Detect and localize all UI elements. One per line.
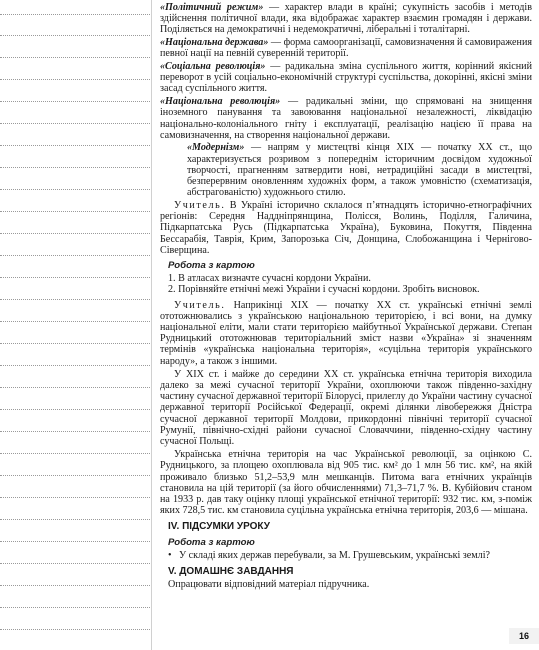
paragraph-area-estimates: Українська етнічна територія на час Української революції, за оцінкою С. Рудницького, за площею охоплювала від 905 тис. км² до 1 млн 56 тис. км², на якій проживало близько 51,2–53,9 млн мешканців. Питома вага етнічних українців становила на цій території (за його обчисленнями) 71,3–71,7 %. В. Кубійович станом на 1933 р. дав таку оцінку площі української етнічної території: 932 тис. км, з-поміж яких 728,5 тис. км становила суцільна українська етнічна територія, 203,6 — мішана. <box>160 449 532 517</box>
note-line <box>0 453 150 454</box>
note-line <box>0 497 150 498</box>
map-work-tasks <box>160 273 532 295</box>
map-work-heading-2: Робота з картою <box>168 536 255 548</box>
margin-divider <box>151 0 152 650</box>
teacher-lead: Учитель. <box>174 299 226 311</box>
teacher-lead: Учитель. <box>174 199 226 211</box>
definition-national-revolution <box>160 96 532 141</box>
paragraph-text: Наприкінці XIX — початку XX ст. українські етнічні землі ототожнювались з українською національною територією, і всі вони, на думку національної еліти, мали стати територією майбутньої Української держави. Степан Рудницький ототожнював територіальний зміст назви «Україна» зі значенням термінів «українська національна територія», «суцільна територія українського народу», а також з іншими. <box>160 299 532 367</box>
map-task-item: 1. В атласах визначте сучасні кордони України. <box>168 273 371 285</box>
definition-social-revolution <box>160 61 532 95</box>
note-line <box>0 14 150 15</box>
note-line <box>0 607 150 608</box>
note-line <box>0 145 150 146</box>
summary-question-list <box>160 550 532 561</box>
definition-term: «Національна держава» <box>160 37 269 49</box>
definition-text: — характер влади в країні; сукупність засобів і методів здійснення політичної влади, яка відображає характер взаємин громадян і держави. Поділяється на демократичні і недемократичні, ліберальні і тоталітарні. <box>160 2 532 36</box>
map-task-item: 2. Порівняйте етнічні межі України і сучасні кордони. Зробіть висновок. <box>168 284 480 296</box>
definition-text: — радикальні зміни, що спрямовані на знищення іноземного панування та завоювання національної незалежності, ліквідацію національно-колоніального гніту і експлуатації, реалізацію нацією її права на самовизначення, на створення національної держави. <box>160 96 532 141</box>
bullet-icon: • <box>168 549 172 561</box>
note-line <box>0 365 150 366</box>
note-line <box>0 211 150 212</box>
note-line <box>0 519 150 520</box>
note-line <box>0 79 150 80</box>
note-line <box>0 35 150 36</box>
note-line <box>0 123 150 124</box>
note-line <box>0 255 150 256</box>
definition-term: «Модернізм» <box>187 142 245 154</box>
section-homework-heading: V. ДОМАШНЄ ЗАВДАННЯ <box>168 566 294 578</box>
teacher-paragraph-territory <box>160 300 532 367</box>
definition-term: «Політичний режим» <box>160 2 264 13</box>
map-work-heading: Робота з картою <box>168 259 255 271</box>
note-line <box>0 167 150 168</box>
note-line <box>0 321 150 322</box>
page-content <box>160 2 532 590</box>
summary-question <box>168 550 532 561</box>
note-line <box>0 431 150 432</box>
note-line <box>0 299 150 300</box>
question-text: У складі яких держав перебували, за М. Грушевським, українські землі? <box>179 549 490 561</box>
definition-text: — форма самоорганізації, самовизначення й самовиражения певної нації на певній суверенній території. <box>160 37 532 60</box>
definition-modernism <box>160 142 532 198</box>
notes-margin <box>0 0 150 650</box>
note-line <box>0 585 150 586</box>
paragraph-text: В Україні історично склалося п’ятнадцять історично-етнографічних регіонів: Середня Наддніпрянщина, Полісся, Волинь, Поділля, Галичина, Підкарпатська Русь (Підкарпатська Україна), Буковина, Покуття, Південна Бессарабія, Таврія, Крим, Запорозька Січ, Донщина, Слобожанщина і Чернігово-Сіверщина. <box>160 199 532 256</box>
note-line <box>0 541 150 542</box>
teacher-paragraph-regions <box>160 200 532 256</box>
note-line <box>0 277 150 278</box>
definitions-list <box>160 2 532 198</box>
note-line <box>0 387 150 388</box>
definition-national-state <box>160 37 532 59</box>
homework-text: Опрацювати відповідний матеріал підручника. <box>168 579 370 591</box>
definition-term: «Національна революція» <box>160 96 281 108</box>
note-line <box>0 101 150 102</box>
note-line <box>0 563 150 564</box>
note-line <box>0 475 150 476</box>
note-line <box>0 343 150 344</box>
section-summary-heading: IV. ПІДСУМКИ УРОКУ <box>168 521 270 533</box>
definition-political-regime <box>160 2 532 36</box>
note-line <box>0 629 150 630</box>
note-line <box>0 189 150 190</box>
note-line <box>0 57 150 58</box>
paragraph-ethnic-territory: У XIX ст. і майже до середини XX ст. українська етнічна територія виходила далеко за межі сучасної території України, охоплюючи також південно-західну частину сучасної державної території Білорусі, прилеглу до України частину сучасної державної території Російської Федерації, окремі ділянки лівобережжя Дністра сучасної державної території Молдови, прикордонні північні території сучасної Румунії, північно-східні райони сучасної Словаччини, південно-східну частину сучасної Польщі. <box>160 368 532 448</box>
definition-text: — радикальна зміна суспільного життя, корінний якісний переворот в усій соціально-економічній структурі суспільства, докорінні, якісні зміни засад суспільного життя. <box>160 61 532 95</box>
note-line <box>0 233 150 234</box>
definition-text: — напрям у мистецтві кінця XIX — початку XX ст., що характеризується розривом з попереднім історичним досвідом художньої творчості, прагненням затвердити нові, нетрадиційні засади в мистецтві, безперервним оновленням художніх форм, а також умовністю (схематизація, абстрагованістю) художнього стилю. <box>187 142 532 199</box>
note-line <box>0 409 150 410</box>
definition-term: «Соціальна революція» <box>160 61 266 73</box>
page-number: 16 <box>509 628 539 644</box>
